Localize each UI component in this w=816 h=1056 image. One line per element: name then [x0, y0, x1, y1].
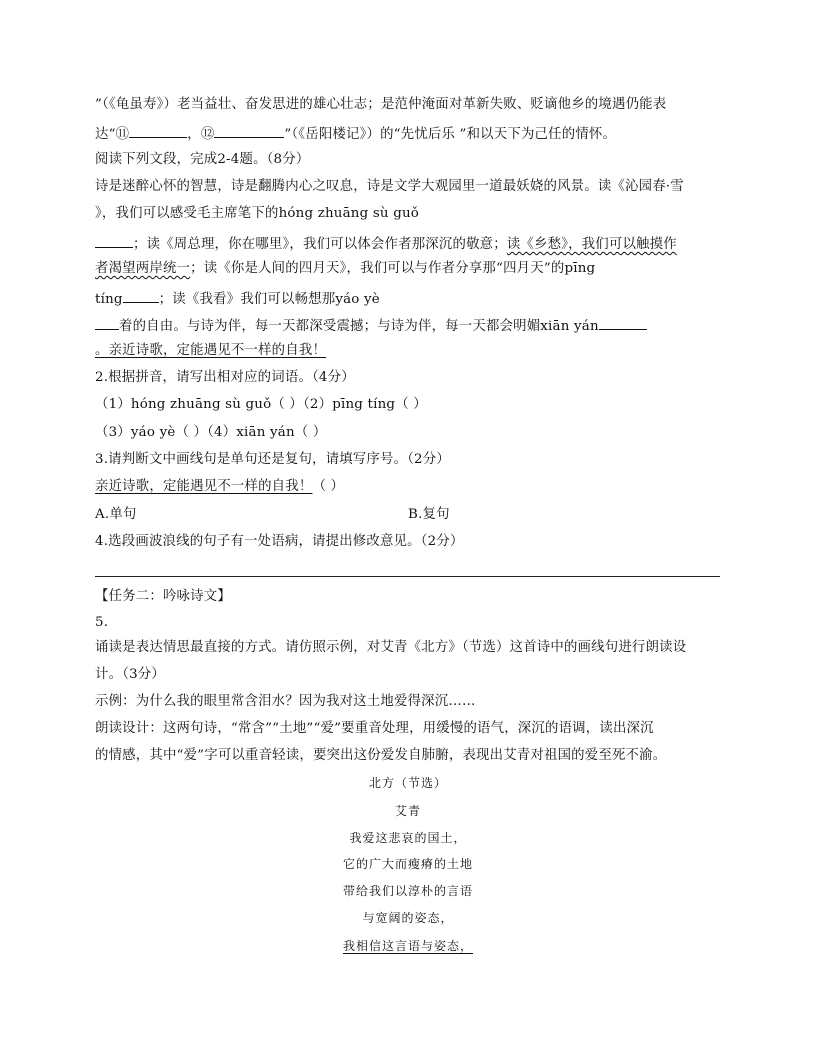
blank-number-12: ⑫ — [200, 127, 215, 142]
option-b[interactable]: B.复句 — [408, 507, 450, 522]
underlined-text: 。亲近诗歌，定能遇见不一样的自我！ — [95, 343, 327, 358]
question-2-items-line-1: （1）hóng zhuāng sù guǒ（ ）（2）pīng tíng（ ） — [95, 397, 427, 412]
answer-blank-12[interactable] — [214, 123, 284, 138]
text-fragment: ”（《岳阳楼记》）的“先忧后乐 ”和以天下为己任的情怀。 — [284, 127, 617, 142]
poem-line: 带给我们以淳朴的言语 — [342, 884, 473, 898]
question-5-number: 5. — [95, 615, 109, 630]
section-divider — [95, 576, 720, 577]
option-a[interactable]: A.单句 — [95, 507, 137, 522]
question-5-prompt-line-2: 计。（3分） — [95, 667, 165, 682]
reading-paragraph-line — [95, 288, 380, 309]
poem-line: 它的广大而瘦瘠的土地 — [342, 857, 473, 871]
text-fragment: tíng — [95, 292, 123, 307]
underlined-text: 亲近诗歌，定能遇见不一样的自我！ — [95, 479, 313, 494]
answer-blank[interactable] — [599, 315, 647, 330]
reading-design-line-1: 朗读设计：这两句诗，“常含”“土地”“爱”要重音处理，用缓慢的语气，深沉的语调，读出深沉 — [95, 721, 654, 736]
answer-blank[interactable] — [95, 315, 119, 330]
blank-number-11: ⑪ — [115, 127, 130, 142]
answer-blank[interactable] — [95, 233, 133, 248]
text-fragment: 着的自由。与诗为伴，每一天都深受震撼；与诗为伴，每一天都会明媚xiān yán — [119, 319, 599, 334]
task-2-header: 【任务二：吟咏诗文】 — [95, 589, 231, 604]
poem-author: 艾青 — [394, 804, 421, 818]
question-2-items-line-2: （3）yáo yè（ ）（4）xiān yán（ ） — [95, 425, 327, 440]
question-3-title: 3.请判断文中画线句是单句还是复句，请填写序号。（2分） — [95, 452, 450, 467]
reading-paragraph-line — [95, 233, 677, 254]
answer-paren[interactable]: （ ） — [312, 479, 345, 494]
passage-line-2 — [95, 123, 616, 144]
answer-blank-11[interactable] — [129, 123, 187, 138]
passage-line-1: ”（《龟虽寿》）老当益壮、奋发思进的雄心壮志；是范仲淹面对革新失败、贬谪他乡的境遇仍能表 — [95, 97, 667, 112]
text-fragment: ；读《你是人间的四月天》，我们可以与作者分享那“四月天”的pīng — [190, 261, 596, 276]
poem-title: 北方（节选） — [368, 776, 447, 790]
reading-instruction: 阅读下列文段，完成2-4题。（8分） — [95, 152, 310, 167]
text-fragment: ， — [187, 127, 201, 142]
example-line: 示例：为什么我的眼里常含泪水？因为我对这土地爱得深沉…… — [95, 694, 476, 709]
text-fragment: 达“ — [95, 127, 116, 142]
question-3-sentence — [95, 478, 344, 496]
underlined-sentence — [95, 342, 326, 360]
underlined-text: 我相信这言语与姿态， — [342, 939, 473, 953]
question-5-prompt-line-1: 诵读是表达情思最直接的方式。请仿照示例，对艾青《北方》（节选）这首诗中的画线句进行朗读设 — [95, 640, 687, 655]
question-4-title: 4.选段画波浪线的句子有一处语病，请提出修改意见。（2分） — [95, 534, 464, 549]
wavy-underlined-sentence: 读《乡愁》，我们可以触摸作 — [506, 237, 677, 252]
reading-paragraph-line — [95, 260, 595, 278]
poem-line: 我爱这悲哀的国土， — [349, 831, 467, 845]
answer-blank[interactable] — [123, 288, 159, 303]
text-fragment: ；读《我看》我们可以畅想那yáo yè — [158, 292, 380, 307]
text-fragment: ；读《周总理，你在哪里》，我们可以体会作者那深沉的敬意； — [133, 237, 507, 252]
poem-line-underlined — [0, 938, 816, 954]
question-2-title: 2.根据拼音，请写出相对应的词语。（4分） — [95, 370, 355, 385]
wavy-underlined-sentence: 者渴望两岸统一 — [95, 261, 191, 276]
reading-paragraph-line: 诗是迷醉心怀的智慧，诗是翻腾内心之叹息，诗是文学大观园里一道最妖娆的风景。读《沁园春·雪 — [95, 179, 684, 194]
reading-paragraph-line: 》，我们可以感受毛主席笔下的hóng zhuāng sù guǒ — [95, 206, 420, 221]
reading-paragraph-line — [95, 315, 647, 336]
poem-line: 与宽阔的姿态， — [362, 911, 454, 925]
reading-design-line-2: 的情感，其中“爱”字可以重音轻读，要突出这份爱发自肺腑，表现出艾青对祖国的爱至死不渝。 — [95, 748, 667, 763]
